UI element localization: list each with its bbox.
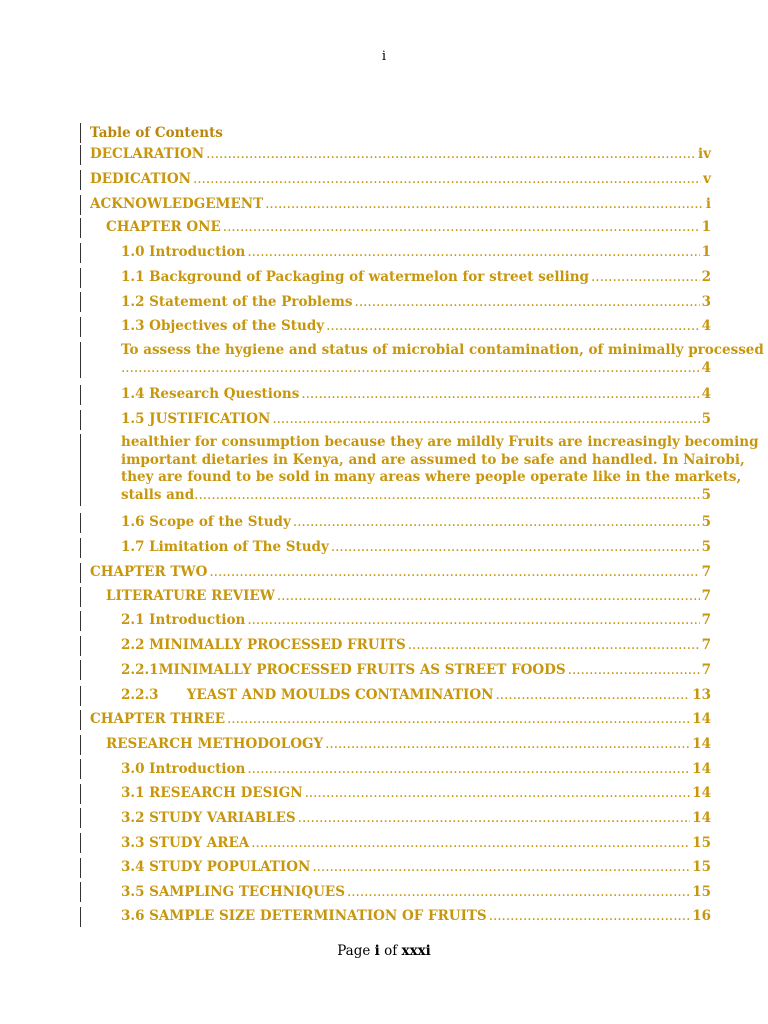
change-bar bbox=[80, 410, 81, 430]
toc-entry[interactable]: 3.1 RESEARCH DESIGN ..... 14 bbox=[121, 785, 711, 802]
change-bar bbox=[80, 563, 81, 583]
change-bar bbox=[80, 317, 81, 337]
change-bar bbox=[80, 710, 81, 730]
footer-prefix: Page bbox=[337, 943, 371, 959]
toc-entry[interactable]: 3.4 STUDY POPULATION ..... 15 bbox=[121, 859, 711, 876]
toc-entry[interactable]: 3.5 SAMPLING TECHNIQUES ..... 15 bbox=[121, 884, 711, 901]
toc-entry[interactable]: 1.1 Background of Packaging of watermelon for street selling ..... 2 bbox=[121, 269, 711, 286]
change-bar bbox=[80, 686, 81, 706]
footer-of: of bbox=[384, 943, 398, 959]
change-bar bbox=[80, 342, 81, 378]
page-footer bbox=[0, 943, 768, 959]
change-bar bbox=[80, 195, 81, 215]
toc-entry[interactable]: 1.6 Scope of the Study ..... 5 bbox=[121, 514, 711, 531]
change-bar bbox=[80, 538, 81, 558]
change-bar bbox=[80, 808, 81, 828]
change-bar bbox=[80, 587, 81, 607]
toc-entry[interactable]: CHAPTER THREE ..... 14 bbox=[90, 711, 711, 728]
change-bar bbox=[80, 882, 81, 902]
footer-total-pages: xxxi bbox=[401, 943, 431, 959]
footer-current-page: i bbox=[374, 943, 380, 959]
change-bar bbox=[80, 858, 81, 878]
toc-entry-multiline[interactable]: healthier for consumption because they are mildly Fruits are increasingly becoming important dietaries in Kenya, and are assumed to be safe and handled. In Nairobi, they are found to be sold in many areas where people operate like in the markets, stalls and ..... 5 bbox=[121, 434, 711, 504]
toc-entry[interactable]: CHAPTER ONE ..... 1 bbox=[106, 219, 711, 236]
toc-entry[interactable]: 3.3 STUDY AREA ..... 15 bbox=[121, 835, 711, 852]
change-bar bbox=[80, 292, 81, 312]
change-bar bbox=[80, 145, 81, 165]
toc-entry[interactable]: CHAPTER TWO ..... 7 bbox=[90, 564, 711, 581]
change-bar bbox=[80, 268, 81, 288]
toc-entry[interactable]: 3.6 SAMPLE SIZE DETERMINATION OF FRUITS ..... 16 bbox=[121, 908, 711, 925]
toc-entry[interactable]: 3.0 Introduction ..... 14 bbox=[121, 761, 711, 778]
change-bar bbox=[80, 434, 81, 506]
change-bar bbox=[80, 218, 81, 238]
change-bar bbox=[80, 784, 81, 804]
change-bar bbox=[80, 759, 81, 779]
toc-entry[interactable]: DECLARATION ..... iv bbox=[90, 146, 711, 163]
change-bar bbox=[80, 385, 81, 405]
change-bar bbox=[80, 123, 81, 143]
change-bar bbox=[80, 907, 81, 927]
toc-entry[interactable]: 2.2 MINIMALLY PROCESSED FRUITS ..... 7 bbox=[121, 637, 711, 654]
toc-entry[interactable]: 1.2 Statement of the Problems ..... 3 bbox=[121, 294, 711, 311]
change-bar bbox=[80, 735, 81, 755]
change-bar bbox=[80, 833, 81, 853]
toc-entry[interactable]: 3.2 STUDY VARIABLES ..... 14 bbox=[121, 810, 711, 827]
toc-entry[interactable]: 1.4 Research Questions ..... 4 bbox=[121, 386, 711, 403]
toc-title: Table of Contents bbox=[90, 125, 223, 141]
change-bar bbox=[80, 170, 81, 190]
change-bar bbox=[80, 513, 81, 533]
toc-entry[interactable]: 2.2.1MINIMALLY PROCESSED FRUITS AS STREET FOODS ..... 7 bbox=[121, 662, 711, 679]
page-header: i bbox=[381, 49, 387, 64]
toc-entry[interactable]: LITERATURE REVIEW ..... 7 bbox=[106, 588, 711, 605]
toc-entry[interactable]: ACKNOWLEDGEMENT ..... i bbox=[90, 196, 711, 213]
toc-entry[interactable]: 2.1 Introduction ..... 7 bbox=[121, 612, 711, 629]
toc-entry-multiline[interactable]: To assess the hygiene and status of microbial contamination, of minimally processed ..... 4 bbox=[121, 342, 711, 377]
change-bar bbox=[80, 611, 81, 631]
toc-entry[interactable]: 1.5 JUSTIFICATION ..... 5 bbox=[121, 411, 711, 428]
toc-entry[interactable]: RESEARCH METHODOLOGY ..... 14 bbox=[106, 736, 711, 753]
toc-entry[interactable]: DEDICATION ..... v bbox=[90, 171, 711, 188]
toc-entry[interactable]: 2.2.3 YEAST AND MOULDS CONTAMINATION ..... 13 bbox=[121, 687, 711, 704]
toc-entry[interactable]: 1.3 Objectives of the Study ..... 4 bbox=[121, 318, 711, 335]
change-bar bbox=[80, 660, 81, 680]
toc-entry[interactable]: 1.0 Introduction ..... 1 bbox=[121, 244, 711, 261]
change-bar bbox=[80, 636, 81, 656]
change-bar bbox=[80, 243, 81, 263]
toc-entry[interactable]: 1.7 Limitation of The Study ..... 5 bbox=[121, 539, 711, 556]
